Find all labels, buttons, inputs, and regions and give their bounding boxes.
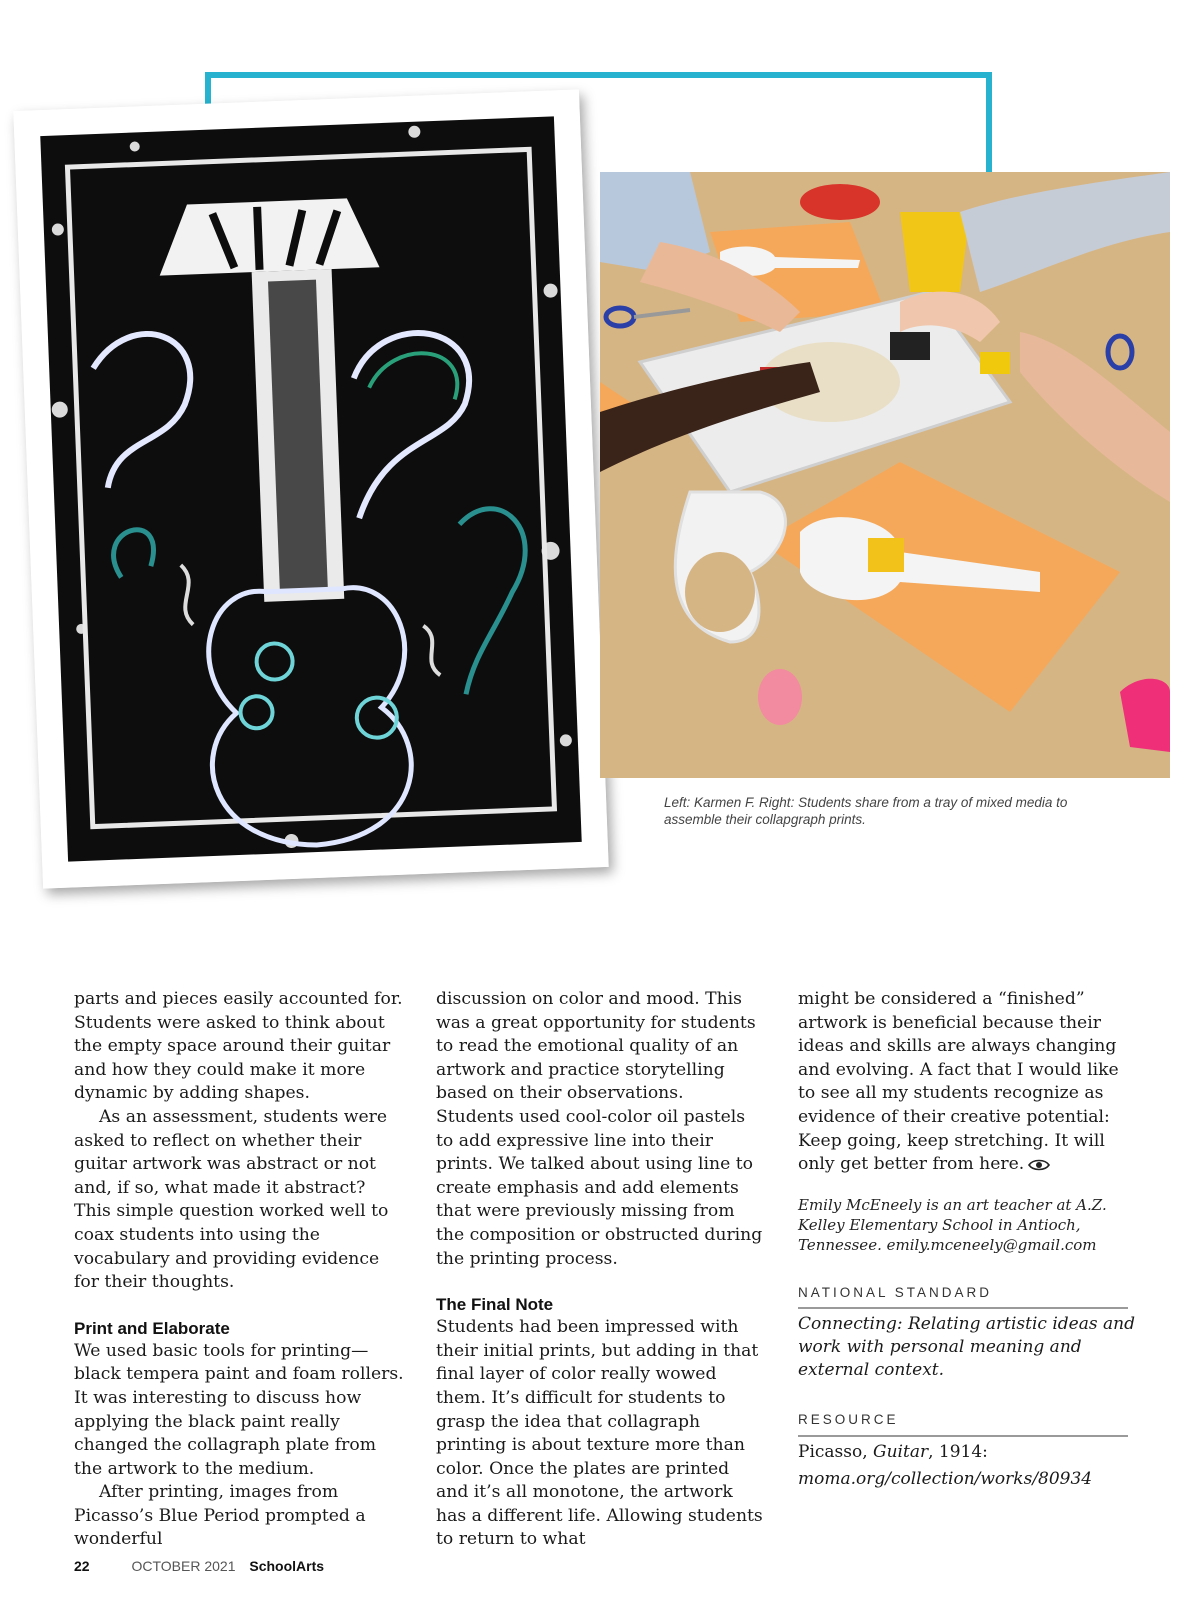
page-footer [74,1558,324,1574]
resource-text [798,1441,1138,1464]
classroom-photo [600,172,1170,778]
paragraph-text: might be considered a “finished” artwork is beneficial because their ideas and skills are always changing and evolving. A fact that I would like to see all my students recognize as evidence of their creative potential: Keep going, keep stretching. It will only get better from here. [798,989,1119,1175]
student-print-artwork [13,89,608,888]
paragraph: parts and pieces easily accounted for. Students were asked to think about the empty space around their guitar and how they could make it more dynamic by adding shapes. [74,989,403,1104]
text-column-2 [436,988,766,1552]
national-standard-label: NATIONAL STANDARD [798,1281,1128,1310]
text-column-3 [798,988,1138,1491]
resource-label: RESOURCE [798,1408,1128,1437]
page-number: 22 [74,1558,90,1574]
paragraph: discussion on color and mood. This was a great opportunity for students to read the emotional quality of an artwork and practice storytelling based on their observations. Students used cool-color oil pastels to add expressive line into their prints. We talked about using line to create emphasis and add elements that were previously missing from the composition or obstructed during the printing process. [436,989,763,1269]
resource-year: , 1914: [928,1441,988,1462]
resource-title: Guitar [873,1441,929,1462]
national-standard-text: Connecting: Relating artistic ideas and work with personal meaning and external context. [798,1314,1135,1381]
issue-date: OCTOBER 2021 [131,1558,236,1574]
section-heading: The Final Note [436,1295,554,1315]
paragraph: We used basic tools for printing—black tempera paint and foam rollers. It was interesting to discuss how applying the black paint really changed the collagraph plate from the artwork to the medium. [74,1340,404,1479]
paragraph: Students had been impressed with their initial prints, but adding in that final layer of color really wowed them. It’s difficult for students to grasp the idea that collagraph printing is about texture more than color. Once the plates are printed and it’s all monotone, the artwork has a different life. Allowing students to return to what [436,1317,763,1550]
paragraph: As an assessment, students were asked to reflect on whether their guitar artwork was abstract or not and, if so, what made it abstract? This simple question worked well to coax students into using the vocabulary and providing evidence for their thoughts. [74,1106,389,1293]
paragraph: After printing, images from Picasso’s Blue Period prompted a wonderful [74,1482,366,1550]
magazine-name: SchoolArts [249,1558,325,1574]
photo-caption: Left: Karmen F. Right: Students share from a tray of mixed media to assemble their collapgraph prints. [664,795,1068,827]
eye-logo-icon [1028,1159,1050,1171]
author-bio: Emily McEneely is an art teacher at A.Z. Kelley Elementary School in Antioch, Tennessee. emily.mceneely@gmail.com [798,1195,1107,1254]
text-column-1 [74,988,404,1552]
resource-link[interactable]: moma.org/collection/works/80934 [798,1468,1093,1489]
section-heading: Print and Elaborate [74,1318,230,1338]
paragraph [798,988,1138,1177]
resource-artist: Picasso, [798,1441,874,1462]
